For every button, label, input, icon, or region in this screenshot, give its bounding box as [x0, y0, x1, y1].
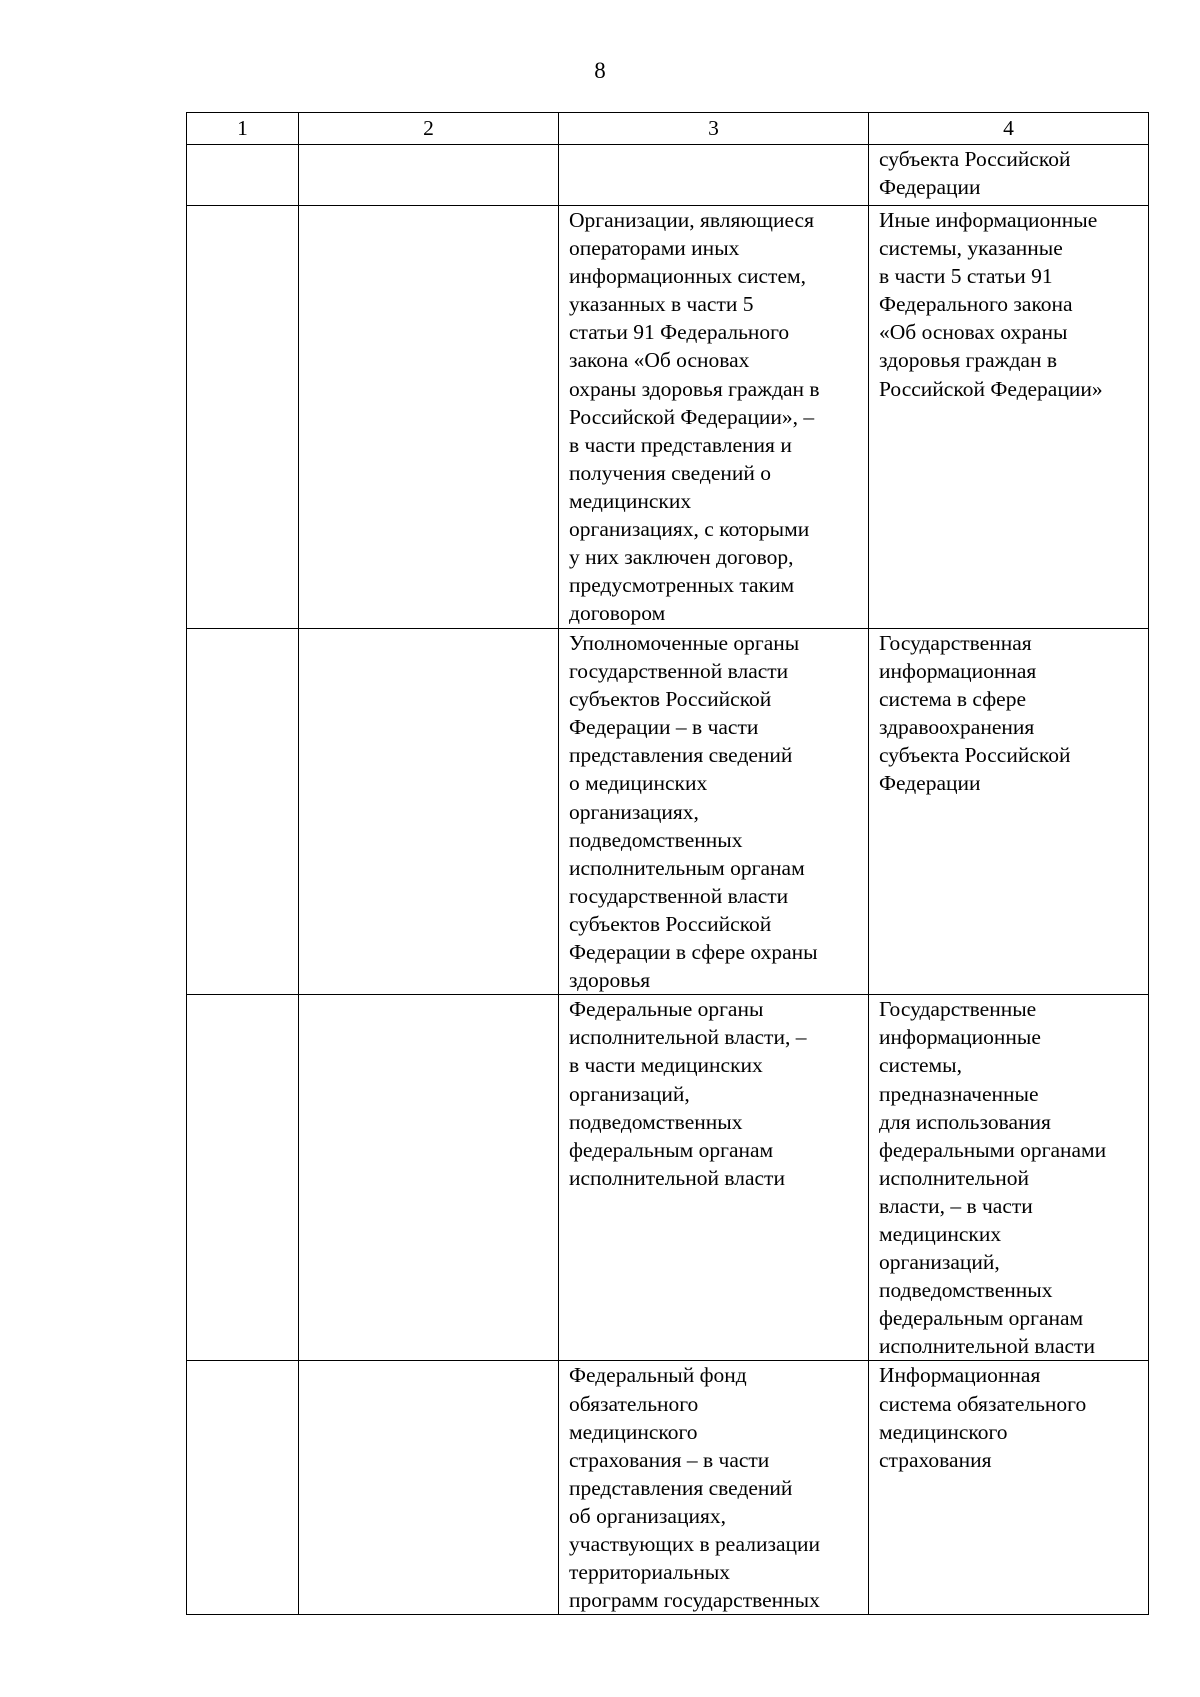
table-row — [187, 145, 1149, 206]
table-row — [187, 995, 1149, 1361]
table-row — [187, 1361, 1149, 1615]
row-cell-col2 — [299, 629, 559, 995]
row-cell-participant: Уполномоченные органы государственной власти субъектов Российской Федерации – в части представления сведений о медицинских организациях, подведомственных исполнительным органам государственной власти субъектов Российской Федерации в сфере охраны здоровья — [559, 629, 869, 995]
row-cell-col2 — [299, 995, 559, 1361]
row-cell-participant: Федеральный фонд обязательного медицинского страхования – в части представления сведений об организациях, участвующих в реализации территориальных программ государственных — [559, 1361, 869, 1615]
page-number: 8 — [594, 58, 606, 83]
row-cell-information-system: субъекта Российской Федерации — [869, 145, 1149, 206]
row-cell-col1 — [187, 145, 299, 206]
header-cell-3: 3 — [559, 113, 869, 145]
row-cell-col1 — [187, 995, 299, 1361]
header-cell-4: 4 — [869, 113, 1149, 145]
row-cell-col1 — [187, 206, 299, 629]
table-row — [187, 206, 1149, 629]
row-cell-col2 — [299, 1361, 559, 1615]
row-cell-col2 — [299, 206, 559, 629]
row-cell-information-system: Информационная система обязательного медицинского страхования — [869, 1361, 1149, 1615]
document-table — [186, 112, 1149, 1615]
row-cell-participant: Организации, являющиеся операторами иных информационных систем, указанных в части 5 статьи 91 Федерального закона «Об основах охраны здоровья граждан в Российской Федерации», – в части представления и получения сведений о медицинских организациях, с которыми у них заключен договор, предусмотренных таким договором — [559, 206, 869, 629]
row-cell-information-system: Государственные информационные системы, предназначенные для использования федеральными органами исполнительной власти, – в части медицинских организаций, подведомственных федеральным органам исполнительной власти — [869, 995, 1149, 1361]
row-cell-col1 — [187, 629, 299, 995]
row-cell-col2 — [299, 145, 559, 206]
row-cell-col1 — [187, 1361, 299, 1615]
row-cell-information-system: Иные информационные системы, указанные в части 5 статьи 91 Федерального закона «Об основах охраны здоровья граждан в Российской Федерации» — [869, 206, 1149, 629]
table-header-row — [187, 113, 1149, 145]
row-cell-participant: Федеральные органы исполнительной власти, – в части медицинских организаций, подведомственных федеральным органам исполнительной власти — [559, 995, 869, 1361]
header-cell-1: 1 — [187, 113, 299, 145]
row-cell-information-system: Государственная информационная система в сфере здравоохранения субъекта Российской Федерации — [869, 629, 1149, 995]
header-cell-2: 2 — [299, 113, 559, 145]
table-row — [187, 629, 1149, 995]
row-cell-participant — [559, 145, 869, 206]
